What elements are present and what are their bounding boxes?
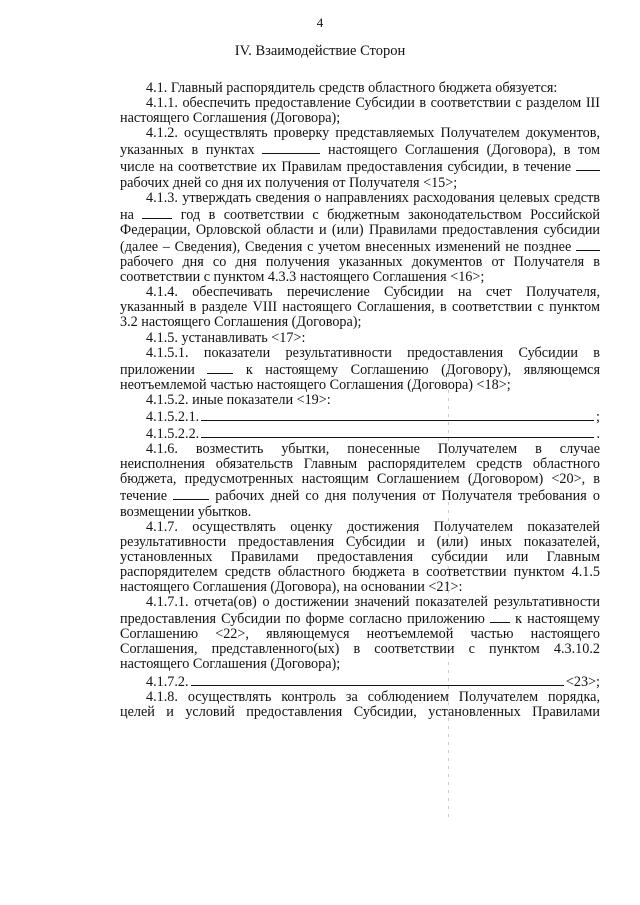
clause-4-1-5: 4.1.5. устанавливать <17>: xyxy=(146,329,306,346)
clause-4-1-5-1: 4.1.5.1. показатели результативности предоставления Субсидии в приложении к настоящему Соглашению (Договору), являющемся неотъемлемой частью настоящего Соглашения (Договора) <18>; xyxy=(120,344,600,393)
document-body xyxy=(120,81,600,720)
page-number: 4 xyxy=(316,15,324,30)
clause-4-1-5-2: 4.1.5.2. иные показатели <19>: xyxy=(146,391,331,408)
blank-field xyxy=(173,487,209,500)
blank-field xyxy=(262,141,320,154)
scan-artifact xyxy=(448,350,449,820)
clause-4-1-5-2-2: 4.1.5.2.2. . xyxy=(146,426,600,443)
blank-line xyxy=(191,673,564,686)
clause-4-1-7-1: 4.1.7.1. отчета(ов) о достижении значений показателей результативности предоставления Субсидии по форме согласно приложению к настоящему Соглашению <22>, являющемуся неотъемлемой частью настоящего Соглашения, представленного(ых) в соответствии с пунктом 4.3.10.2 настоящего Соглашения (Договора); xyxy=(120,594,600,673)
section-title: IV. Взаимодействие Сторон xyxy=(234,43,406,59)
blank-field xyxy=(207,361,233,374)
clause-4-1-3: 4.1.3. утверждать сведения о направлениях расходования целевых средств на год в соответствии с бюджетным законодательством Российской Федерации, Орловской области и (или) Правилами предоставления субсидии (далее – Сведения), Сведения с учетом внесенных изменений не позднее рабочего дня со дня получения указанных документов от Получателя в соответствии с пунктом 4.3.3 настоящего Соглашения <16>; xyxy=(120,189,600,286)
clause-4-1-6: 4.1.6. возместить убытки, понесенные Получателем в случае неисполнения обязательств Главным распорядителем средств областного бюджета, предусмотренных настоящим Соглашением (Договором) <20>, в течение рабочих дней со дня получения от Получателя требования о возмещении убытков. xyxy=(120,441,600,520)
clause-4-1-5-2-1: 4.1.5.2.1. ; xyxy=(146,408,600,425)
clause-4-1-2: 4.1.2. осуществлять проверку представляемых Получателем документов, указанных в пунктах настоящего Соглашения (Договора), в том числе на соответствие их Правилам предоставления субсидии, в течение рабочих дней со дня их получения от Получателя <15>; xyxy=(120,125,600,191)
blank-field xyxy=(490,610,510,623)
blank-field xyxy=(142,206,172,219)
blank-field xyxy=(576,238,600,251)
blank-line xyxy=(201,425,594,438)
blank-field xyxy=(576,158,600,171)
clause-4-1-1: 4.1.1. обеспечить предоставление Субсидии в соответствии с разделом III настоящего Соглашения (Договора); xyxy=(120,95,600,127)
clause-4-1-4: 4.1.4. обеспечивать перечисление Субсидии на счет Получателя, указанный в разделе VIII настоящего Соглашения, в соответствии с пунктом 3.2 настоящего Соглашения (Договора); xyxy=(120,284,600,331)
clause-4-1-7: 4.1.7. осуществлять оценку достижения Получателем показателей результативности предоставления Субсидии и (или) иных показателей, установленных Правилами предоставления субсидии или Главным распорядителем средств областного бюджета в соответствии пунктом 4.1.5 настоящего Соглашения (Договора), на основании <21>: xyxy=(120,518,600,595)
clause-4-1-8: 4.1.8. осуществлять контроль за соблюдением Получателем порядка, целей и условий предоставления Субсидии, установленных Правилами xyxy=(120,688,600,720)
clause-4-1-7-2: 4.1.7.2. <23>; xyxy=(146,673,600,690)
blank-line xyxy=(201,408,594,421)
clause-4-1: 4.1. Главный распорядитель средств областного бюджета обязуется: xyxy=(146,80,558,96)
